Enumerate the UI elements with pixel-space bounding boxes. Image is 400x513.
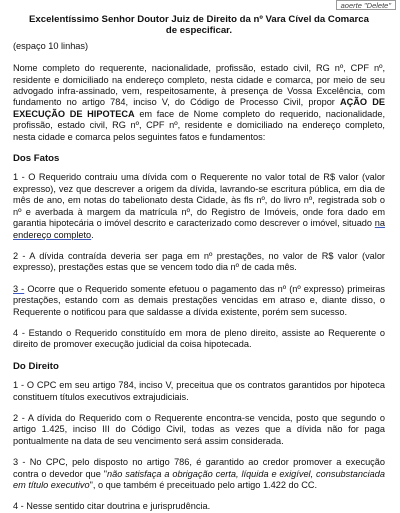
direito-paragraph-3 — [13, 457, 385, 491]
direito-paragraph-4: 4 - Nesse sentido citar doutrina e jurisprudência. — [13, 501, 211, 512]
intro-text-1: Nome completo do requerente, nacionalidade, profissão, estado civil, RG nº, CPF nº, residente e domiciliado na endereço completo, nesta cidade e comarca, por meio de seu advogado infra-assinado, vem, respeitosamente, à presença de Vossa Excelência, com fundamento no artigo 784, inciso V, do Código de Processo Civil, propor — [13, 63, 385, 108]
fatos-paragraph-2: 2 - A dívida contraída deveria ser paga em nº prestações, no valor de R$ valor (valor expresso), prestações estas que se vencem todo dia nº de cada mês. — [13, 250, 385, 273]
direito-p3-quote: não satisfaça a obrigação certa, líquida e exigível, consubstanciada em título executivo — [13, 468, 385, 490]
header-line-2: de especificar. — [165, 25, 233, 37]
fatos-p1-text: 1 - O Requerido contraiu uma dívida com o Requerente no valor total de R$ valor (valor expresso), vez que descrever a origem da dívida, lavrando-se escritura pública, em dia de mês de ano, em notas do tabelionato desta Cidade, às fls nº, do livro nº, registrada sob o nº e averbada à margem da matrícula nº, do Registro de Imóveis, onde fora dado em garantia hipotecária o imóvel descrito e caracterizado como descrever o imóvel, situado — [13, 172, 385, 229]
fatos-p1-end: . — [91, 229, 94, 240]
intro-paragraph — [13, 63, 385, 143]
section-title-direito: Do Direito — [13, 360, 59, 372]
address-link[interactable]: na endereço completo — [13, 218, 385, 240]
direito-p3-text: 3 - No CPC, pelo disposto no artigo 786, é garantido ao credor promover a execução contra o devedor que " — [13, 457, 385, 479]
intro-text-2: em face de Nome completo do requerido, nacionalidade, profissão, estado civil, RG nº, CPF nº, residente e domiciliado na endereço completo, nesta cidade e comarca pelos seguintes fatos e fundamentos: — [13, 108, 385, 142]
direito-p3-end: ", o que também é preceituado pelo artigo 1.422 do CC. — [89, 480, 318, 490]
comment-balloon[interactable]: aoerte "Delete" — [336, 0, 396, 10]
fatos-paragraph-1 — [13, 172, 385, 240]
section-title-fatos: Dos Fatos — [13, 153, 60, 165]
action-title: AÇÃO DE EXECUÇÃO DE HIPOTECA — [13, 97, 385, 119]
spacing-note: (espaço 10 linhas) — [13, 40, 89, 51]
fatos-paragraph-4: 4 - Estando o Requerido constituído em mora de pleno direito, assiste ao Requerente o direito de promover execução judicial da coisa hipotecada. — [13, 327, 385, 350]
document-header — [13, 14, 385, 37]
fatos-paragraph-3 — [13, 284, 385, 318]
direito-paragraph-1: 1 - O CPC em seu artigo 784, inciso V, preceitua que os contratos garantidos por hipoteca constituem títulos executivos extrajudiciais. — [13, 380, 385, 402]
direito-paragraph-2: 2 - A dívida do Requerido com o Requerente encontra-se vencida, posto que segundo o artigo 1.425, inciso III do Código Civil, todas as vezes que a dívida não for paga pontualmente na data de seu vencimento será assim considerada. — [13, 412, 385, 446]
fatos-p3-text: Ocorre que o Requerido somente efetuou o pagamento das nº (nº expresso) primeiras prestações, estando com as demais prestações vencidas em atraso e, diante disso, o Requerente o notificou para que saldasse a dívida existente, porém sem sucesso. — [13, 283, 385, 317]
header-line-1: Excelentíssimo Senhor Doutor Juiz de Direito da nº Vara Cível da Comarca — [29, 14, 369, 25]
item-3-link[interactable]: 3 - — [13, 283, 25, 294]
